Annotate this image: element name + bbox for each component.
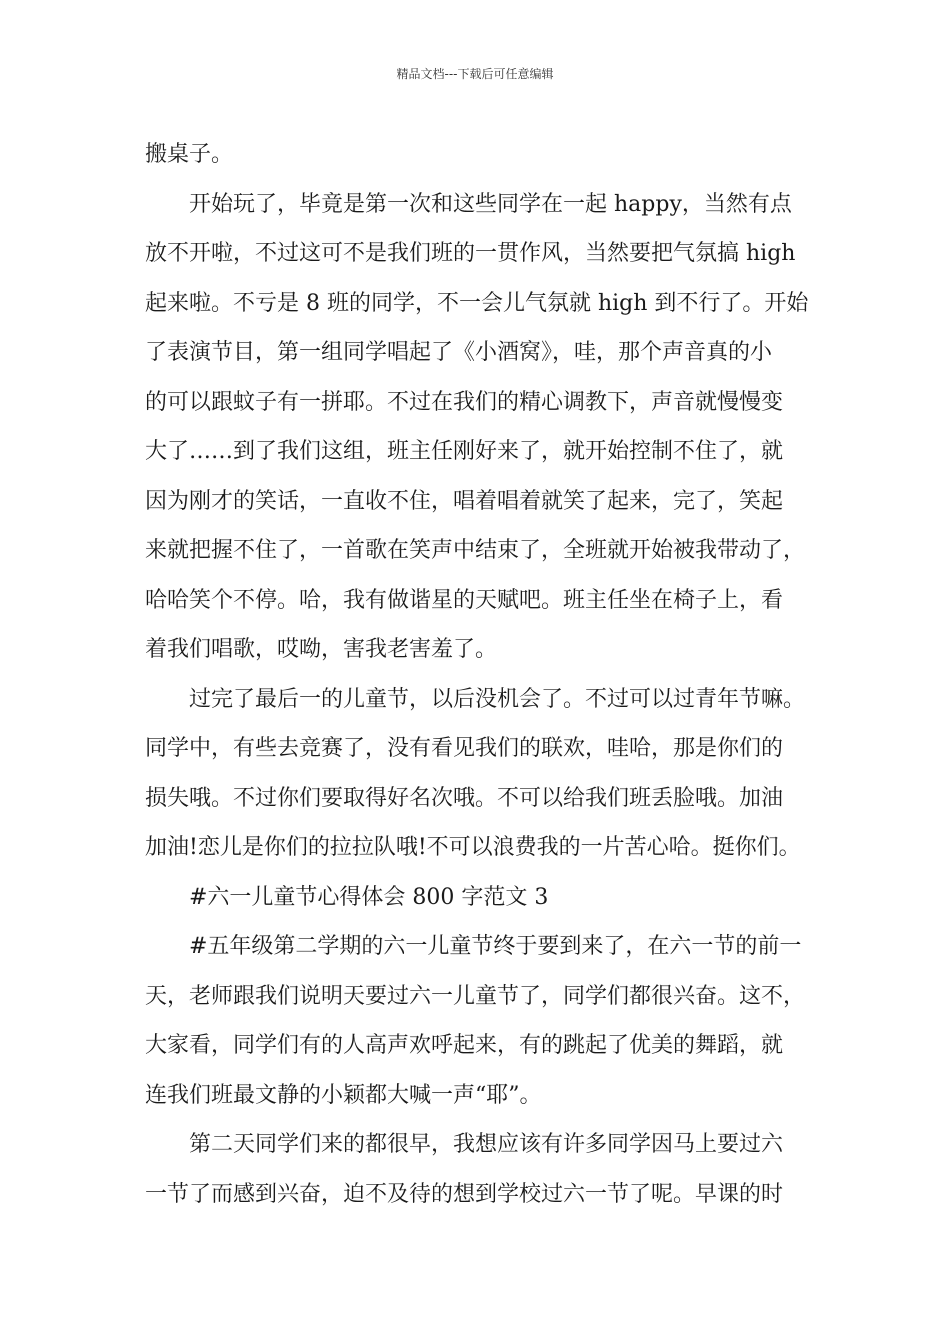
text-line: 来就把握不住了，一首歌在笑声中结束了，全班就开始被我带动了， bbox=[145, 538, 806, 563]
page-header: 精品文档---下载后可任意编辑 bbox=[396, 67, 554, 81]
text-line: 的可以跟蚊子有一拼耶。不过在我们的精心调教下，声音就慢慢变 bbox=[145, 389, 784, 415]
text-line: 过完了最后一的儿童节，以后没机会了。不过可以过青年节嘛。 bbox=[189, 686, 806, 712]
text-line: 连我们班最文静的小颖都大喊一声“耶”。 bbox=[145, 1082, 542, 1108]
text-line: 放不开啦，不过这可不是我们班的一贯作风，当然要把气氛搞 high bbox=[145, 241, 796, 266]
document-body bbox=[145, 130, 827, 1219]
text-line: 损失哦。不过你们要取得好名次哦。不可以给我们班丢脸哦。加油 bbox=[145, 785, 784, 811]
text-line: 加油!恋儿是你们的拉拉队哦!不可以浪费我的一片苦心哈。挺你们。 bbox=[145, 835, 801, 860]
text-line: 着我们唱歌，哎呦，害我老害羞了。 bbox=[145, 637, 498, 662]
text-line: 同学中，有些去竞赛了，没有看见我们的联欢，哇哈，那是你们的 bbox=[145, 736, 784, 761]
text-line: 起来啦。不亏是 8 班的同学，不一会儿气氛就 high 到不行了。开始 bbox=[145, 290, 809, 316]
text-line: #六一儿童节心得体会 800 字范文 3 bbox=[189, 884, 549, 910]
text-line: 了表演节目，第一组同学唱起了《小酒窝》，哇，那个声音真的小 bbox=[145, 340, 773, 365]
text-line: 因为刚才的笑话，一直收不住，唱着唱着就笑了起来，完了，笑起 bbox=[145, 488, 784, 514]
text-line: 大了……到了我们这组，班主任刚好来了，就开始控制不住了，就 bbox=[145, 439, 784, 464]
text-line: #五年级第二学期的六一儿童节终于要到来了，在六一节的前一 bbox=[189, 934, 802, 959]
text-line: 一节了而感到兴奋，迫不及待的想到学校过六一节了呢。早课的时 bbox=[145, 1181, 784, 1207]
text-line: 大家看，同学们有的人高声欢呼起来，有的跳起了优美的舞蹈，就 bbox=[145, 1033, 784, 1058]
text-line: 天，老师跟我们说明天要过六一儿童节了，同学们都很兴奋。这不， bbox=[145, 983, 806, 1009]
text-line: 哈哈笑个不停。哈，我有做谐星的天赋吧。班主任坐在椅子上，看 bbox=[145, 587, 784, 613]
text-line: 搬桌子。 bbox=[145, 142, 234, 167]
text-line: 开始玩了，毕竟是第一次和这些同学在一起 happy，当然有点 bbox=[189, 191, 792, 217]
text-line: 第二天同学们来的都很早，我想应该有许多同学因马上要过六 bbox=[189, 1132, 784, 1157]
